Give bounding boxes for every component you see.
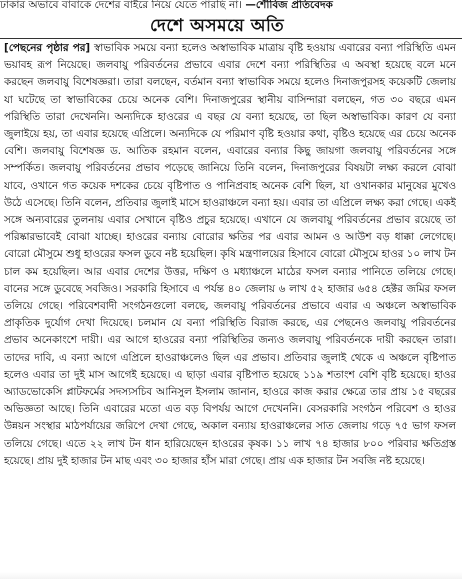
page-fold-edge [0,572,462,579]
article-headline: দেশে অসময়ে অতি [150,16,285,36]
article-body-text: স্বাভাবিক সময়ে বন্যা হলেও অস্বাভাবিক মাত্রায় বৃষ্টি হওয়ায় এবারের বন্যা পরিস্থিতি এমন ভয়াবহ রূপ নিয়েছে। জলবায়ু পরিবর্তনের প্রভাবে এবার দেশে বন্যা পরিস্থিতির এ অবস্থা হয়েছে বলে মনে করছেন জলবায়ু বিশেষজ্ঞরা। তারা বলছেন, বর্তমান বন্যা স্বাভাবিক সময়ে হলেও দিনাজপুরসহ কয়েকটি জেলায় যা ঘটেছে তা স্বাভাবিকের চেয়ে অনেক বেশি। দিনাজপুরের স্থানীয় বাসিন্দারা বলছেন, গত ৩০ বছরে এমন পরিস্থিতি তারা দেখেননি। অন্যদিকে হাওরের এ বছর যে বন্যা হয়েছে, তা ছিল অস্বাভাবিক। কারণ যে বন্যা জুলাইয়ে হয়, তা এবার হয়েছে এপ্রিলে। অন্যদিকে যে পরিমাণ বৃষ্টি হওয়ার কথা, বৃষ্টিও হয়েছে এর চেয়ে অনেক বেশি। জলবায়ু বিশেষজ্ঞ ড. আতিক রহমান বলেন, এবারের বন্যার কিছু জায়গা জলবায়ু পরিবর্তনের সঙ্গে সম্পর্কিত। জলবায়ু পরিবর্তনের প্রভাব পড়েছে জানিয়ে তিনি বলেন, দিনাজপুরের বিষয়টা লক্ষ্য করলে বোঝা যাবে, ওখানে গত কয়েক দশকের চেয়ে বৃষ্টিপাত ও পানিপ্রবাহ অনেক বেশি ছিল, যা ওখানকার মানুষের মুখেও উঠে এসেছে। তিনি বলেন, প্রতিবার জুলাই মাসে হাওরাঞ্চলে বন্যা হয়। এবার তা এপ্রিলে লক্ষ্য করা গেছে। একই সঙ্গে অন্যবারের তুলনায় এবার সেখানে বৃষ্টিও প্রচুর হয়েছে। এখানে যে জলবায়ু পরিবর্তনের প্রভাব রয়েছে তা পরিষ্কারভাবেই বোঝা যাচ্ছে। হাওরের বন্যায় বোরোর ক্ষতির পর এবার আমন ও আউশ বড় ধাক্কা লেগেছে। বোরো মৌসুমে শুধু হাওরের ফসল ডুবে নষ্ট হয়েছিল। কৃষি মন্ত্রণালয়ের হিসাবে বোরো মৌসুমে হাওর ১০ লাখ টন চাল কম হয়েছিল। আর এবার দেশের উত্তর, দক্ষিণ ও মধ্যাঞ্চলে মাঠের ফসল বন্যার পানিতে তলিয়ে গেছে। বানের সঙ্গে ডুবেছে সবজিও। সরকারি হিসাবে এ পর্যন্ত ৪০ জেলায় ৬ লাখ ৫২ হাজার ৬৫৪ হেক্টর জমির ফসল তলিয়ে গেছে। পরিবেশবাদী সংগঠনগুলো বলছে, জলবায়ু পরিবর্তনের প্রভাবে এবার এ অঞ্চলে অস্বাভাবিক প্রাকৃতিক দুর্যোগ দেখা দিয়েছে। চলমান যে বন্যা পরিস্থিতি বিরাজ করছে, এর পেছনেও জলবায়ু পরিবর্তনের প্রভাব অনেকাংশে দায়ী। এর আগে হাওরের বন্যা পরিস্থিতির জন্যও জলবায়ু পরিবর্তনকে দায়ী করছেন তারা। তাদের দাবি, এ বন্যা আগে এপ্রিলে হাওরাঞ্চলেও ছিল এর প্রভাব। প্রতিবার জুলাই থেকে এ অঞ্চলে বৃষ্টিপাত হলেও এবার তা দুই মাস আগেই হয়েছে। এ ছাড়া এবার বৃষ্টিপাত হয়েছে ১১৯ শতাংশ বেশি বৃষ্টি হয়েছে। হাওর অ্যাডভোকেসি প্লাটফর্মের সদস্যসচিব আনিসুল ইসলাম জানান, হাওরে কাজ করার ক্ষেত্রে তার প্রায় ১৫ বছরের অভিজ্ঞতা আছে। তিনি এবারের মতো এত বড় বিপর্যয় আগে দেখেননি। বেসরকারি সংগঠন পরিবেশ ও হাওর উন্নয়ন সংস্থার মাঠপর্যায়ের জরিপে দেখা গেছে, অকাল বন্যায় হাওরাঞ্চলের সাত জেলায় গড়ে ৭৫ ভাগ ফসল তলিয়ে গেছে। এতে ২২ লাখ টন ধান হারিয়েছেন হাওরের কৃষক। ১১ লাখ ৭৪ হাজার ৮০০ পরিবার ক্ষতিগ্রস্ত হয়েছে। প্রায় দুই হাজার টন মাছ এবং ৩০ হাজার হাঁস মারা গেছে। প্রায় এক হাজার টন সবজি নষ্ট হয়েছে। [4,42,456,467]
headline-bar [0,14,462,39]
previous-article-text: ঢাকার অভাবে বাবাকে দেশের বাইরে নিয়ে যেতে পারছি না। [0,0,243,11]
previous-article-byline: —শৌবিজ প্রতিবেদক [245,0,333,11]
previous-article-tail [0,0,462,15]
continuation-label: [পেছনের পৃষ্ঠার পর] [4,42,91,54]
article-body [4,40,456,572]
